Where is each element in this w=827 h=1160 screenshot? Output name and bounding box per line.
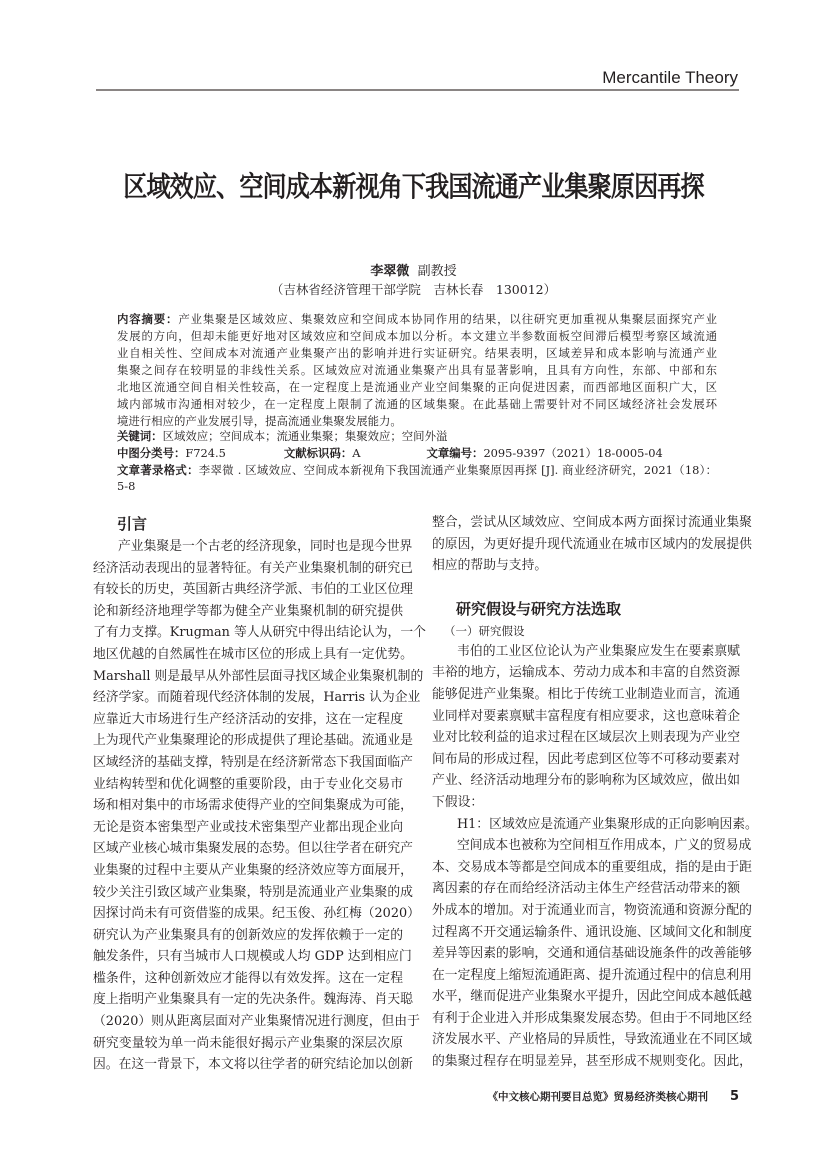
body-line: 本、交易成本等都是空间成本的重要组成，指的是由于距 bbox=[432, 859, 752, 875]
abstract-text: 产业集聚是区域效应、集聚效应和空间成本协同作用的结果，以往研究更加重视从集聚层面探究产业 bbox=[178, 312, 717, 326]
abstract-text: 业自相关性、空间成本对流通产业集聚产出的影响并进行实证研究。结果表明，区域差异和成本影响与流通产业 bbox=[117, 346, 717, 360]
doc-code-value: A bbox=[352, 446, 361, 460]
abstract-text: 境进行相应的产业发展引导，提高流通业集聚发展能力。 bbox=[117, 414, 402, 428]
keywords bbox=[117, 428, 447, 444]
body-line: （2020）则从距离层面对产业集聚情况进行测度，但由于 bbox=[93, 1014, 420, 1030]
body-line: 槛条件，这种创新效应才能得以有效发挥。这在一定程 bbox=[93, 970, 403, 986]
abstract-line bbox=[117, 396, 717, 413]
body-line: 经济活动表现出的显著特征。有关产业集聚机制的研究已 bbox=[93, 560, 413, 576]
article-no-label: 文章编号： bbox=[426, 446, 484, 460]
body-line: 外成本的增加。对于流通业而言，物资流通和资源分配的 bbox=[432, 902, 752, 918]
keywords-label: 关键词： bbox=[117, 429, 163, 443]
author-affiliation: （吉林省经济管理干部学院 吉林长春 130012） bbox=[270, 282, 557, 297]
body-line: 经济学家。而随着现代经济体制的发展，Harris 认为企业 bbox=[93, 690, 421, 706]
body-line: 业同样对要素禀赋丰富程度有相应要求，这也意味着企 bbox=[432, 708, 740, 724]
body-line: 韦伯的工业区位论认为产业集聚应发生在要素禀赋 bbox=[457, 643, 740, 659]
body-line: Marshall 则是最早从外部性层面寻找区域企业集聚机制的 bbox=[93, 668, 424, 684]
citation bbox=[117, 462, 717, 478]
body-line: 在一定程度上缩短流通距离、提升流通过程中的信息利用 bbox=[432, 967, 752, 983]
body-line: 过程离不开交通运输条件、通讯设施、区域间文化和制度 bbox=[432, 924, 752, 940]
body-line: 业结构转型和优化调整的重要阶段，由于专业化交易市 bbox=[93, 776, 403, 792]
author-role: 副教授 bbox=[417, 264, 457, 279]
hypothesis-h1: H1：区域效应是流通产业集聚形成的正向影响因素。 bbox=[457, 816, 758, 832]
article-no-value: 2095-9397（2021）18-0005-04 bbox=[483, 446, 663, 460]
body-line: 上为现代产业集聚理论的形成提供了理论基础。流通业是 bbox=[93, 733, 413, 749]
paper-title: 区域效应、空间成本新视角下我国流通产业集聚原因再探 bbox=[123, 170, 704, 203]
body-line: 业集聚的过程中主要从产业集聚的经济效应等方面展开， bbox=[93, 862, 413, 878]
body-line: 区域经济的基础支撑，特别是在经济新常态下我国面临产 bbox=[93, 754, 413, 770]
abstract-text: 发展的方向，但却未能更好地对区域效应和空间成本加以分析。本文建立半参数面板空间滞后模型考察区域流通 bbox=[117, 329, 717, 343]
journal-footer: 《中文核心期刊要目总览》贸易经济类核心期刊 bbox=[487, 1091, 708, 1103]
citation-pages: 5-8 bbox=[117, 479, 136, 493]
subsection-heading-hypotheses: （一）研究假设 bbox=[444, 623, 525, 638]
body-line: 济发展水平、产业格局的异质性，导致流通业在不同区域 bbox=[432, 1032, 752, 1048]
clc-value: F724.5 bbox=[185, 446, 226, 460]
body-line: 论和新经济地理学等都为健全产业集聚机制的研究提供 bbox=[93, 603, 403, 619]
body-line: 有较长的历史，英国新古典经济学派、韦伯的工业区位理 bbox=[93, 582, 413, 598]
clc-label: 中图分类号： bbox=[117, 446, 186, 460]
body-line: 因。在这一背景下，本文将以往学者的研究结论加以创新 bbox=[93, 1057, 413, 1073]
header-rule bbox=[96, 89, 739, 91]
abstract-text: 北地区流通空间自相关性较高，在一定程度上是流通业产业空间集聚的正向促进因素，而西部地区面积广大，区 bbox=[117, 380, 717, 394]
citation-label: 文章著录格式： bbox=[117, 463, 199, 477]
abstract-line bbox=[117, 345, 717, 362]
body-line: 相应的帮助与支持。 bbox=[432, 558, 548, 574]
doc-code-label: 文献标识码： bbox=[283, 446, 353, 460]
body-line: 的集聚过程存在明显差异，甚至形成不规则变化。因此， bbox=[432, 1054, 752, 1070]
body-line: 场和相对集中的市场需求使得产业的空间集聚成为可能， bbox=[93, 798, 413, 814]
abstract-line bbox=[117, 328, 717, 345]
body-line: 离因素的存在而给经济活动主体生产经营活动带来的额 bbox=[432, 881, 740, 897]
body-line: 能够促进产业集聚。相比于传统工业制造业而言，流通 bbox=[432, 686, 740, 702]
body-line: 较少关注引致区域产业集聚，特别是流通业产业集聚的成 bbox=[93, 884, 413, 900]
body-line: 无论是资本密集型产业或技术密集型产业都出现企业向 bbox=[93, 819, 403, 835]
body-line: 下假设： bbox=[432, 794, 484, 810]
abstract bbox=[117, 311, 717, 430]
right-column bbox=[432, 512, 758, 1073]
abstract-text: 域内部城市沟通相对较少，在一定程度上限制了流通的区域集聚。在此基础上需要针对不同区域经济社会发展环 bbox=[117, 397, 717, 411]
body-line: 区域产业核心城市集聚发展的态势。但以往学者在研究产 bbox=[93, 841, 413, 857]
section-heading-introduction: 引言 bbox=[117, 515, 148, 533]
abstract-line bbox=[117, 362, 717, 379]
running-header: Mercantile Theory bbox=[602, 68, 738, 87]
body-line: 整合，尝试从区域效应、空间成本两方面探讨流通业集聚 bbox=[432, 515, 752, 530]
body-line: 产业、经济活动地理分布的影响称为区域效应，做出如 bbox=[432, 773, 740, 789]
author-name: 李翠微 bbox=[370, 264, 410, 279]
abstract-label: 内容摘要： bbox=[117, 312, 179, 326]
keywords-value: 区域效应；空间成本；流通业集聚；集聚效应；空间外溢 bbox=[162, 429, 448, 443]
body-line: 度上指明产业集聚具有一定的先决条件。魏海涛、肖天聪 bbox=[93, 992, 413, 1008]
abstract-line bbox=[117, 379, 717, 396]
body-line: 业对比较利益的追求过程在区域层次上则表现为产业空 bbox=[432, 730, 740, 746]
body-line: 了有力支撑。Krugman 等人从研究中得出结论认为，一个 bbox=[93, 625, 426, 641]
abstract-line bbox=[117, 311, 717, 328]
citation-text: 李翠微 . 区域效应、空间成本新视角下我国流通产业集聚原因再探 [J]. 商业经济研究，2021（18）： bbox=[198, 463, 717, 477]
body-line: 水平，继而促进产业集聚水平提升，因此空间成本越低越 bbox=[432, 989, 752, 1005]
body-line: 研究认为产业集聚具有的创新效应的发挥依赖于一定的 bbox=[93, 927, 403, 943]
body-line: 产业集聚是一个古老的经济现象，同时也是现今世界 bbox=[118, 539, 413, 554]
body-line: 间布局的形成过程，因此考虑到区位等不可移动要素对 bbox=[432, 751, 740, 767]
body-line: 丰裕的地方，运输成本、劳动力成本和丰富的自然资源 bbox=[432, 665, 740, 681]
author-line bbox=[0, 260, 827, 279]
body-line: 因探讨尚未有可资借鉴的成果。纪玉俊、孙红梅（2020） bbox=[93, 906, 420, 922]
body-line: 的原因，为更好提升现代流通业在城市区域内的发展提供 bbox=[432, 536, 752, 552]
body-line: 触发条件，只有当城市人口规模或人均 GDP 达到相应门 bbox=[93, 949, 412, 965]
page-footer bbox=[487, 1089, 739, 1104]
left-column bbox=[93, 512, 426, 1076]
body-line: 应靠近大市场进行生产经济活动的安排，这在一定程度 bbox=[93, 711, 403, 727]
body-line: 地区优越的自然属性在城市区位的形成上具有一定优势。 bbox=[93, 646, 413, 662]
body-line: 有利于企业进入并形成集聚发展态势。但由于不同地区经 bbox=[432, 1010, 752, 1026]
body-line: 空间成本也被称为空间相互作用成本，广义的贸易成 bbox=[457, 838, 752, 854]
section-heading-hypotheses-methods: 研究假设与研究方法选取 bbox=[456, 599, 622, 618]
page-number: 5 bbox=[729, 1089, 739, 1104]
classification bbox=[117, 445, 663, 461]
body-line: 研究变量较为单一尚未能很好揭示产业集聚的深层次原 bbox=[93, 1035, 403, 1051]
abstract-text: 集聚之间存在较明显的非线性关系。区域效应对流通业集聚产出具有显著影响，且具有方向性，东部、中部和东 bbox=[117, 363, 717, 377]
body-line: 差异等因素的影响，交通和通信基础设施条件的改善能够 bbox=[432, 946, 752, 962]
